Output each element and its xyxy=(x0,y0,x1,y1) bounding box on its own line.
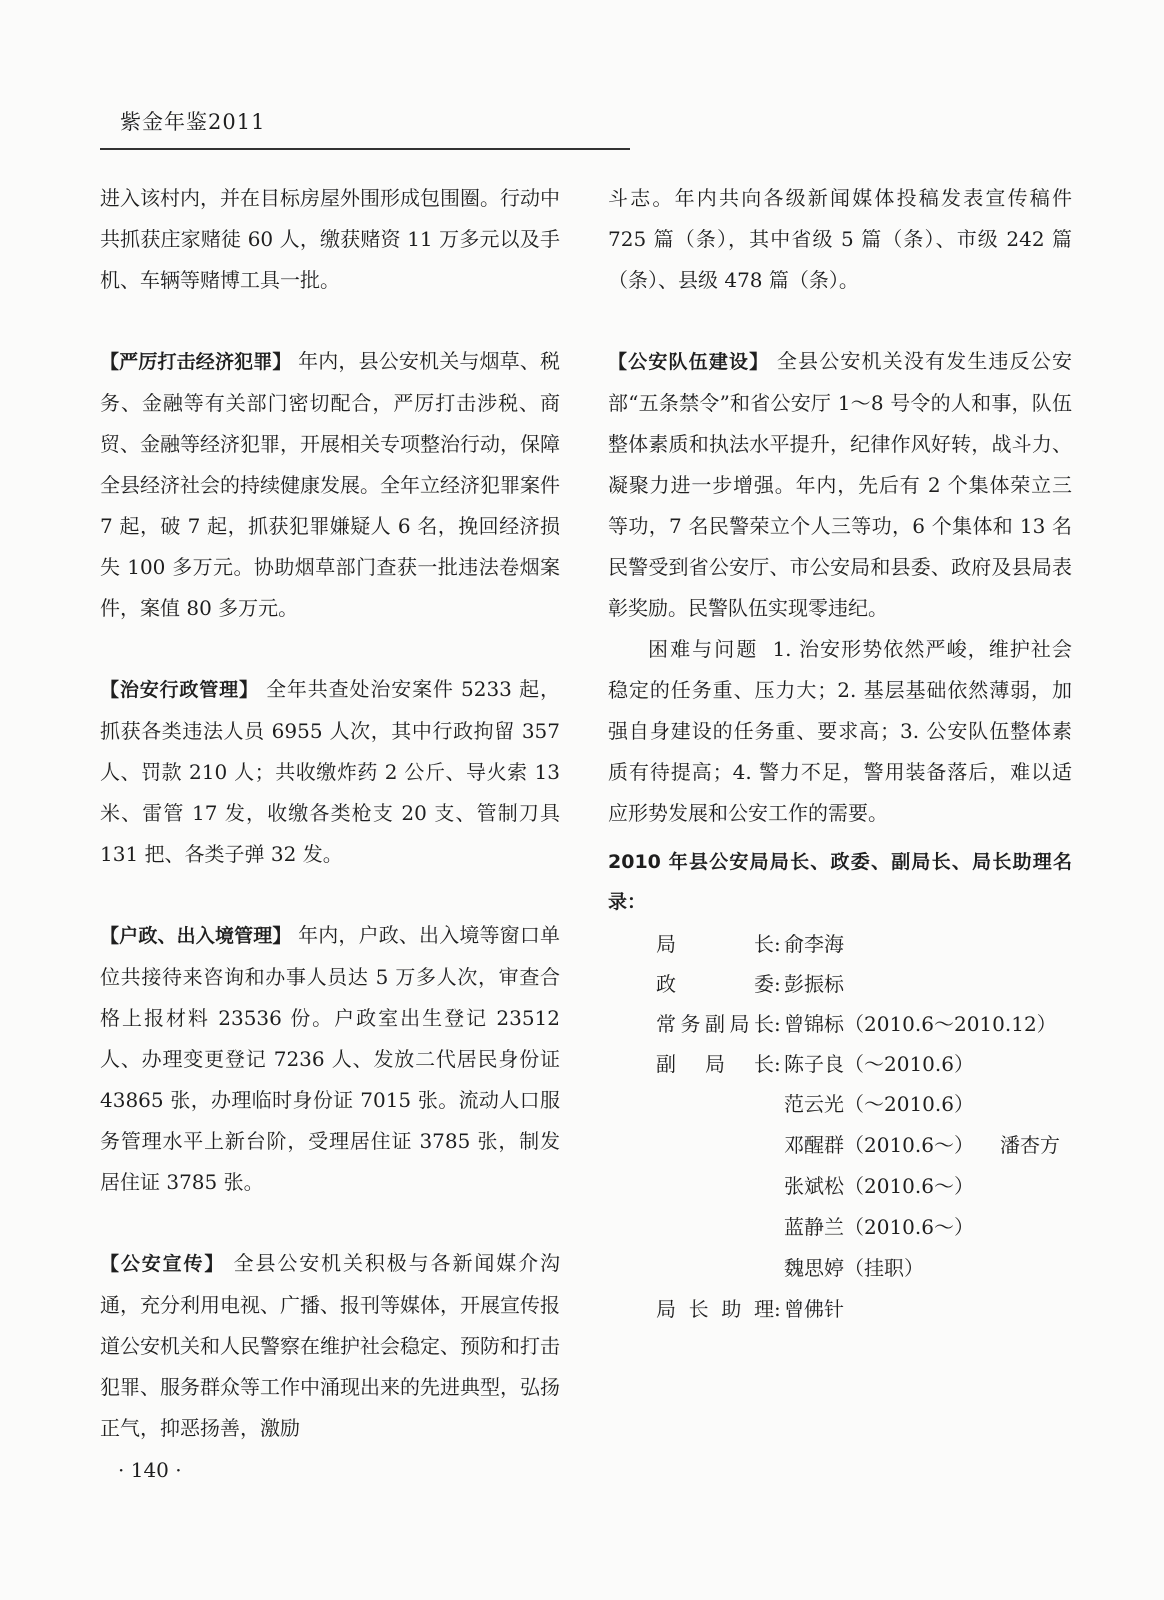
running-title: 紫金年鉴2011 xyxy=(120,110,266,134)
roster-names: 彭振标 xyxy=(784,972,844,996)
left-column xyxy=(100,178,560,1449)
roster-role: 常务副局长 xyxy=(656,1012,774,1036)
roster-continuation: 魏思婷（挂职） xyxy=(784,1256,924,1280)
problems-title: 困难与问题 xyxy=(648,637,759,661)
roster-continuation: 范云光（～2010.6） xyxy=(784,1092,974,1116)
section-title: 【治安行政管理】 xyxy=(100,679,259,701)
section-text: 全县公安机关积极与各新闻媒介沟通，充分利用电视、广播、报刊等媒体，开展宣传报道公安机关和人民警察在维护社会稳定、预防和打击犯罪、服务群众等工作中涌现出来的先进典型，弘扬正气，抑恶扬善，激励 xyxy=(100,1251,560,1440)
problems-text: 1. 治安形势依然严峻，维护社会稳定的任务重、压力大；2. 基层基础依然薄弱，加强自身建设的任务重、要求高；3. 公安队伍整体素质有待提高；4. 警力不足，警用装备落后，难以适应形势发展和公安工作的需要。 xyxy=(608,637,1072,825)
section-text: 年内，县公安机关与烟草、税务、金融等有关部门密切配合，严厉打击涉税、商贸、金融等经济犯罪，开展相关专项整治行动，保障全县经济社会的持续健康发展。全年立经济犯罪案件 7 起，破 7 起，抓获犯罪嫌疑人 6 名，挽回经济损失 100 多万元。协助烟草部门查获一批违法卷烟案件，案值 80 多万元。 xyxy=(100,349,560,620)
section-economic-crime xyxy=(100,341,560,629)
section-title: 【严厉打击经济犯罪】 xyxy=(100,351,292,373)
section-title: 【公安宣传】 xyxy=(100,1253,226,1275)
problems-paragraph xyxy=(608,629,1072,834)
roster-names: 陈子良（～2010.6） xyxy=(784,1052,974,1076)
roster-row: 政委 : 彭振标 xyxy=(608,964,1072,1004)
roster-role: 局长 xyxy=(656,932,774,956)
roster-row: 副局长 : 陈子良（～2010.6） xyxy=(608,1044,1072,1084)
roster-row: 局长助理 : 曾佛针 xyxy=(608,1289,1072,1329)
roster-names: 俞李海 xyxy=(784,932,844,956)
leadership-roster xyxy=(608,924,1072,1329)
paragraph-continued: 斗志。年内共向各级新闻媒体投稿发表宣传稿件 725 篇（条），其中省级 5 篇（条）、市级 242 篇（条）、县级 478 篇（条）。 xyxy=(608,186,1072,292)
section-household-registration xyxy=(100,915,560,1203)
roster-role: 局长助理 xyxy=(656,1297,774,1321)
roster-continuation: 张斌松（2010.6～） xyxy=(784,1174,974,1198)
section-publicity xyxy=(100,1243,560,1449)
leadership-list-title: 2010 年县公安局局长、政委、副局长、局长助理名录： xyxy=(608,851,1072,913)
page-number: · 140 · xyxy=(118,1458,182,1482)
section-text: 全年共查处治安案件 5233 起，抓获各类违法人员 6955 人次，其中行政拘留 357 人、罚款 210 人；共收缴炸药 2 公斤、导火索 13 米、雷管 17 发，收缴各类枪支 20 支、管制刀具 131 把、各类子弹 32 发。 xyxy=(100,677,560,866)
section-text: 年内，户政、出入境等窗口单位共接待来咨询和办事人员达 5 万多人次，审查合格上报材料 23536 份。户政室出生登记 23512 人、办理变更登记 7236 人、发放二代居民身份证 43865 张，办理临时身份证 7015 张。流动人口服务管理水平上新台阶，受理居住证 3785 张，制发居住证 3785 张。 xyxy=(100,923,560,1194)
section-team-building xyxy=(608,341,1072,629)
roster-name: 潘杏方 xyxy=(999,1133,1060,1157)
roster-role: 副局长 xyxy=(656,1052,774,1076)
section-title: 【户政、出入境管理】 xyxy=(100,925,292,947)
section-title: 【公安队伍建设】 xyxy=(608,351,770,373)
roster-row: 常务副局长 : 曾锦标（2010.6～2010.12） xyxy=(608,1004,1072,1044)
section-public-order xyxy=(100,669,560,875)
roster-role: 政委 xyxy=(656,972,774,996)
roster-name: 邓醒群（2010.6～） xyxy=(784,1133,974,1157)
roster-row: 局长 : 俞李海 xyxy=(608,924,1072,964)
roster-continuation xyxy=(784,1125,1072,1166)
right-column xyxy=(608,178,1072,1329)
header-rule xyxy=(100,148,630,150)
roster-names: 曾佛针 xyxy=(784,1297,844,1321)
roster-names: 曾锦标（2010.6～2010.12） xyxy=(784,1012,1057,1036)
paragraph-continued: 进入该村内，并在目标房屋外围形成包围圈。行动中共抓获庄家赌徒 60 人，缴获赌资 11 万多元以及手机、车辆等赌博工具一批。 xyxy=(100,186,560,292)
roster-continuation: 蓝静兰（2010.6～） xyxy=(784,1215,974,1239)
section-text: 全县公安机关没有发生违反公安部“五条禁令”和省公安厅 1～8 号令的人和事，队伍整体素质和执法水平提升，纪律作风好转，战斗力、凝聚力进一步增强。年内，先后有 2 个集体荣立三等功，7 名民警荣立个人三等功，6 个集体和 13 名民警受到省公安厅、市公安局和县委、政府及县局表彰奖励。民警队伍实现零违纪。 xyxy=(608,349,1073,620)
